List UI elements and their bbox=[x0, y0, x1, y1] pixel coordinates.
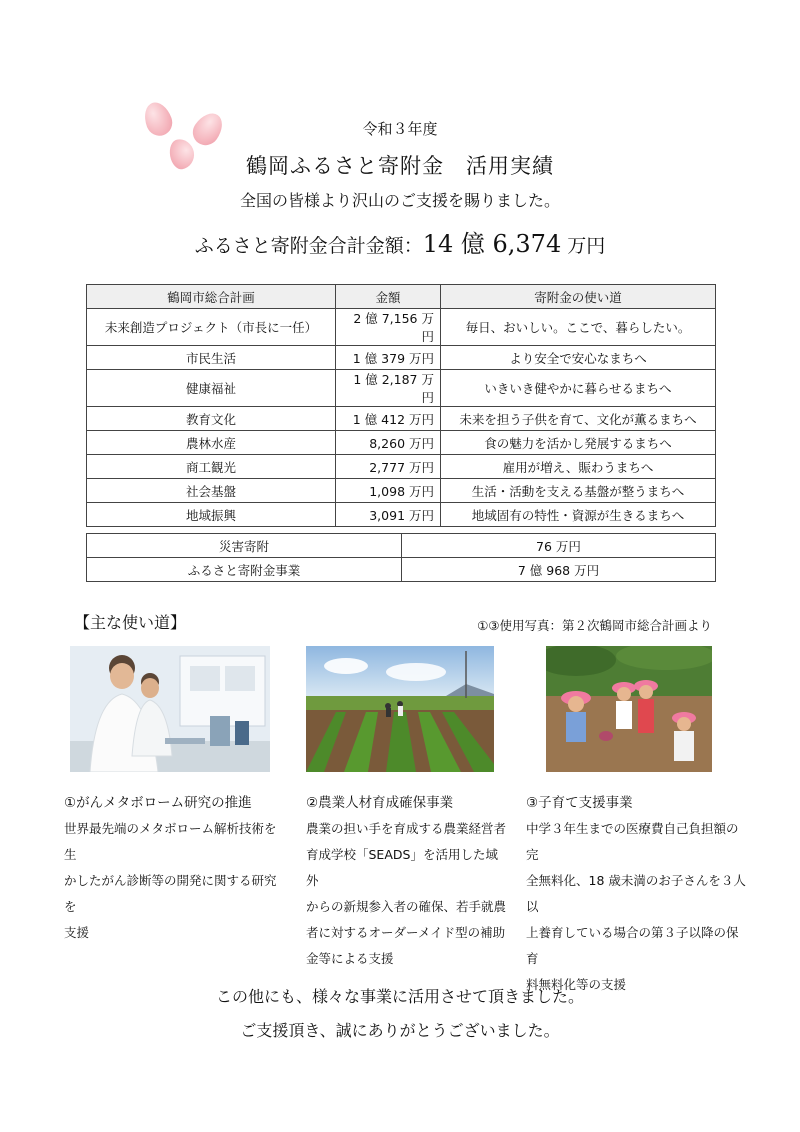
use-item-text: 中学３年生までの医療費自己負担額の完 bbox=[526, 821, 739, 862]
closing-thanks: ご支援頂き、誠にありがとうございました。 bbox=[240, 1021, 560, 1040]
use-item-text: かしたがん診断等の開発に関する研究を bbox=[64, 873, 277, 914]
table-row bbox=[87, 431, 716, 455]
table-row bbox=[87, 558, 716, 582]
table-row bbox=[87, 407, 716, 431]
use-item-title: ①がんメタボローム研究の推進 bbox=[64, 795, 252, 811]
plan-name: 地域振興 bbox=[87, 503, 336, 527]
photo-credit: ①③使用写真：第２次鶴岡市総合計画より bbox=[477, 618, 712, 633]
plan-name: 市民生活 bbox=[87, 346, 336, 370]
table-row bbox=[87, 455, 716, 479]
table-row bbox=[87, 534, 716, 558]
fiscal-year: 令和３年度 bbox=[362, 120, 438, 138]
column-header: 寄附金の使い道 bbox=[441, 285, 716, 309]
extra-name: ふるさと寄附金事業 bbox=[87, 558, 402, 582]
plan-amount: 1 億 2,187 万円 bbox=[336, 370, 441, 407]
plan-name: 未来創造プロジェクト（市長に一任） bbox=[87, 309, 336, 346]
table-row bbox=[87, 346, 716, 370]
lead-text: 全国の皆様より沢山のご支援を賜りました。 bbox=[239, 191, 560, 210]
plan-amount: 2,777 万円 bbox=[336, 455, 441, 479]
plan-amount: 1 億 412 万円 bbox=[336, 407, 441, 431]
total-label: ふるさと寄附金合計金額： bbox=[194, 235, 423, 257]
plan-name: 商工観光 bbox=[87, 455, 336, 479]
plan-amount: 2 億 7,156 万円 bbox=[336, 309, 441, 346]
page-title: 鶴岡ふるさと寄附金 活用実績 bbox=[246, 154, 554, 178]
use-item-agriculture bbox=[306, 790, 506, 972]
use-item-text: 育成学校「SEADS」を活用した域外 bbox=[306, 847, 498, 888]
plan-use: より安全で安心なまちへ bbox=[441, 346, 716, 370]
use-item-text: 全無料化、18 歳未満のお子さんを３人以 bbox=[526, 873, 746, 914]
table-row bbox=[87, 370, 716, 407]
plan-name: 社会基盤 bbox=[87, 479, 336, 503]
lab-research-photo bbox=[70, 646, 270, 772]
extra-table bbox=[86, 533, 716, 582]
table-row bbox=[87, 503, 716, 527]
plan-use: 雇用が増え、賑わうまちへ bbox=[441, 455, 716, 479]
total-amount-line bbox=[0, 224, 800, 259]
use-item-text: 者に対するオーダーメイド型の補助 bbox=[306, 925, 506, 940]
plan-name: 農林水産 bbox=[87, 431, 336, 455]
use-item-text: 農業の担い手を育成する農業経営者 bbox=[306, 821, 507, 836]
extra-name: 災害寄附 bbox=[87, 534, 402, 558]
plan-use: 生活・活動を支える基盤が整うまちへ bbox=[441, 479, 716, 503]
column-header: 鶴岡市総合計画 bbox=[87, 285, 336, 309]
use-item-text: 支援 bbox=[64, 925, 90, 940]
table-row bbox=[87, 479, 716, 503]
plan-name: 健康福祉 bbox=[87, 370, 336, 407]
plan-use: 毎日、おいしい。ここで、暮らしたい。 bbox=[441, 309, 716, 346]
extra-amount: 76 万円 bbox=[402, 534, 716, 558]
use-item-text: からの新規参入者の確保、若手就農 bbox=[306, 899, 507, 914]
table-row bbox=[87, 309, 716, 346]
plan-amount: 3,091 万円 bbox=[336, 503, 441, 527]
total-unit: 万円 bbox=[561, 235, 606, 257]
use-item-text: 世界最先端のメタボローム解析技術を生 bbox=[64, 821, 277, 862]
use-item-text: 金等による支援 bbox=[306, 951, 394, 966]
plan-use: 食の魅力を活かし発展するまちへ bbox=[441, 431, 716, 455]
farm-field-photo bbox=[306, 646, 494, 772]
plan-table bbox=[86, 284, 716, 527]
table-header-row bbox=[87, 285, 716, 309]
children-harvest-photo bbox=[546, 646, 712, 772]
extra-amount: 7 億 968 万円 bbox=[402, 558, 716, 582]
use-item-text: 上養育している場合の第３子以降の保育 bbox=[526, 925, 739, 966]
column-header: 金額 bbox=[336, 285, 441, 309]
closing-line: この他にも、様々な事業に活用させて頂きました。 bbox=[215, 987, 584, 1006]
use-item-childcare bbox=[526, 790, 746, 998]
use-item-text: 料無料化等の支援 bbox=[526, 977, 627, 992]
uses-heading: 【主な使い道】 bbox=[74, 613, 187, 632]
use-item-title: ②農業人材育成確保事業 bbox=[306, 795, 454, 811]
total-amount: 14 億 6,374 bbox=[422, 230, 562, 258]
plan-amount: 1,098 万円 bbox=[336, 479, 441, 503]
plan-amount: 1 億 379 万円 bbox=[336, 346, 441, 370]
use-item-title: ③子育て支援事業 bbox=[526, 795, 633, 811]
plan-amount: 8,260 万円 bbox=[336, 431, 441, 455]
plan-use: 未来を担う子供を育て、文化が薫るまちへ bbox=[441, 407, 716, 431]
plan-name: 教育文化 bbox=[87, 407, 336, 431]
plan-use: いきいき健やかに暮らせるまちへ bbox=[441, 370, 716, 407]
plan-use: 地域固有の特性・資源が生きるまちへ bbox=[441, 503, 716, 527]
use-item-cancer-research bbox=[64, 790, 284, 946]
